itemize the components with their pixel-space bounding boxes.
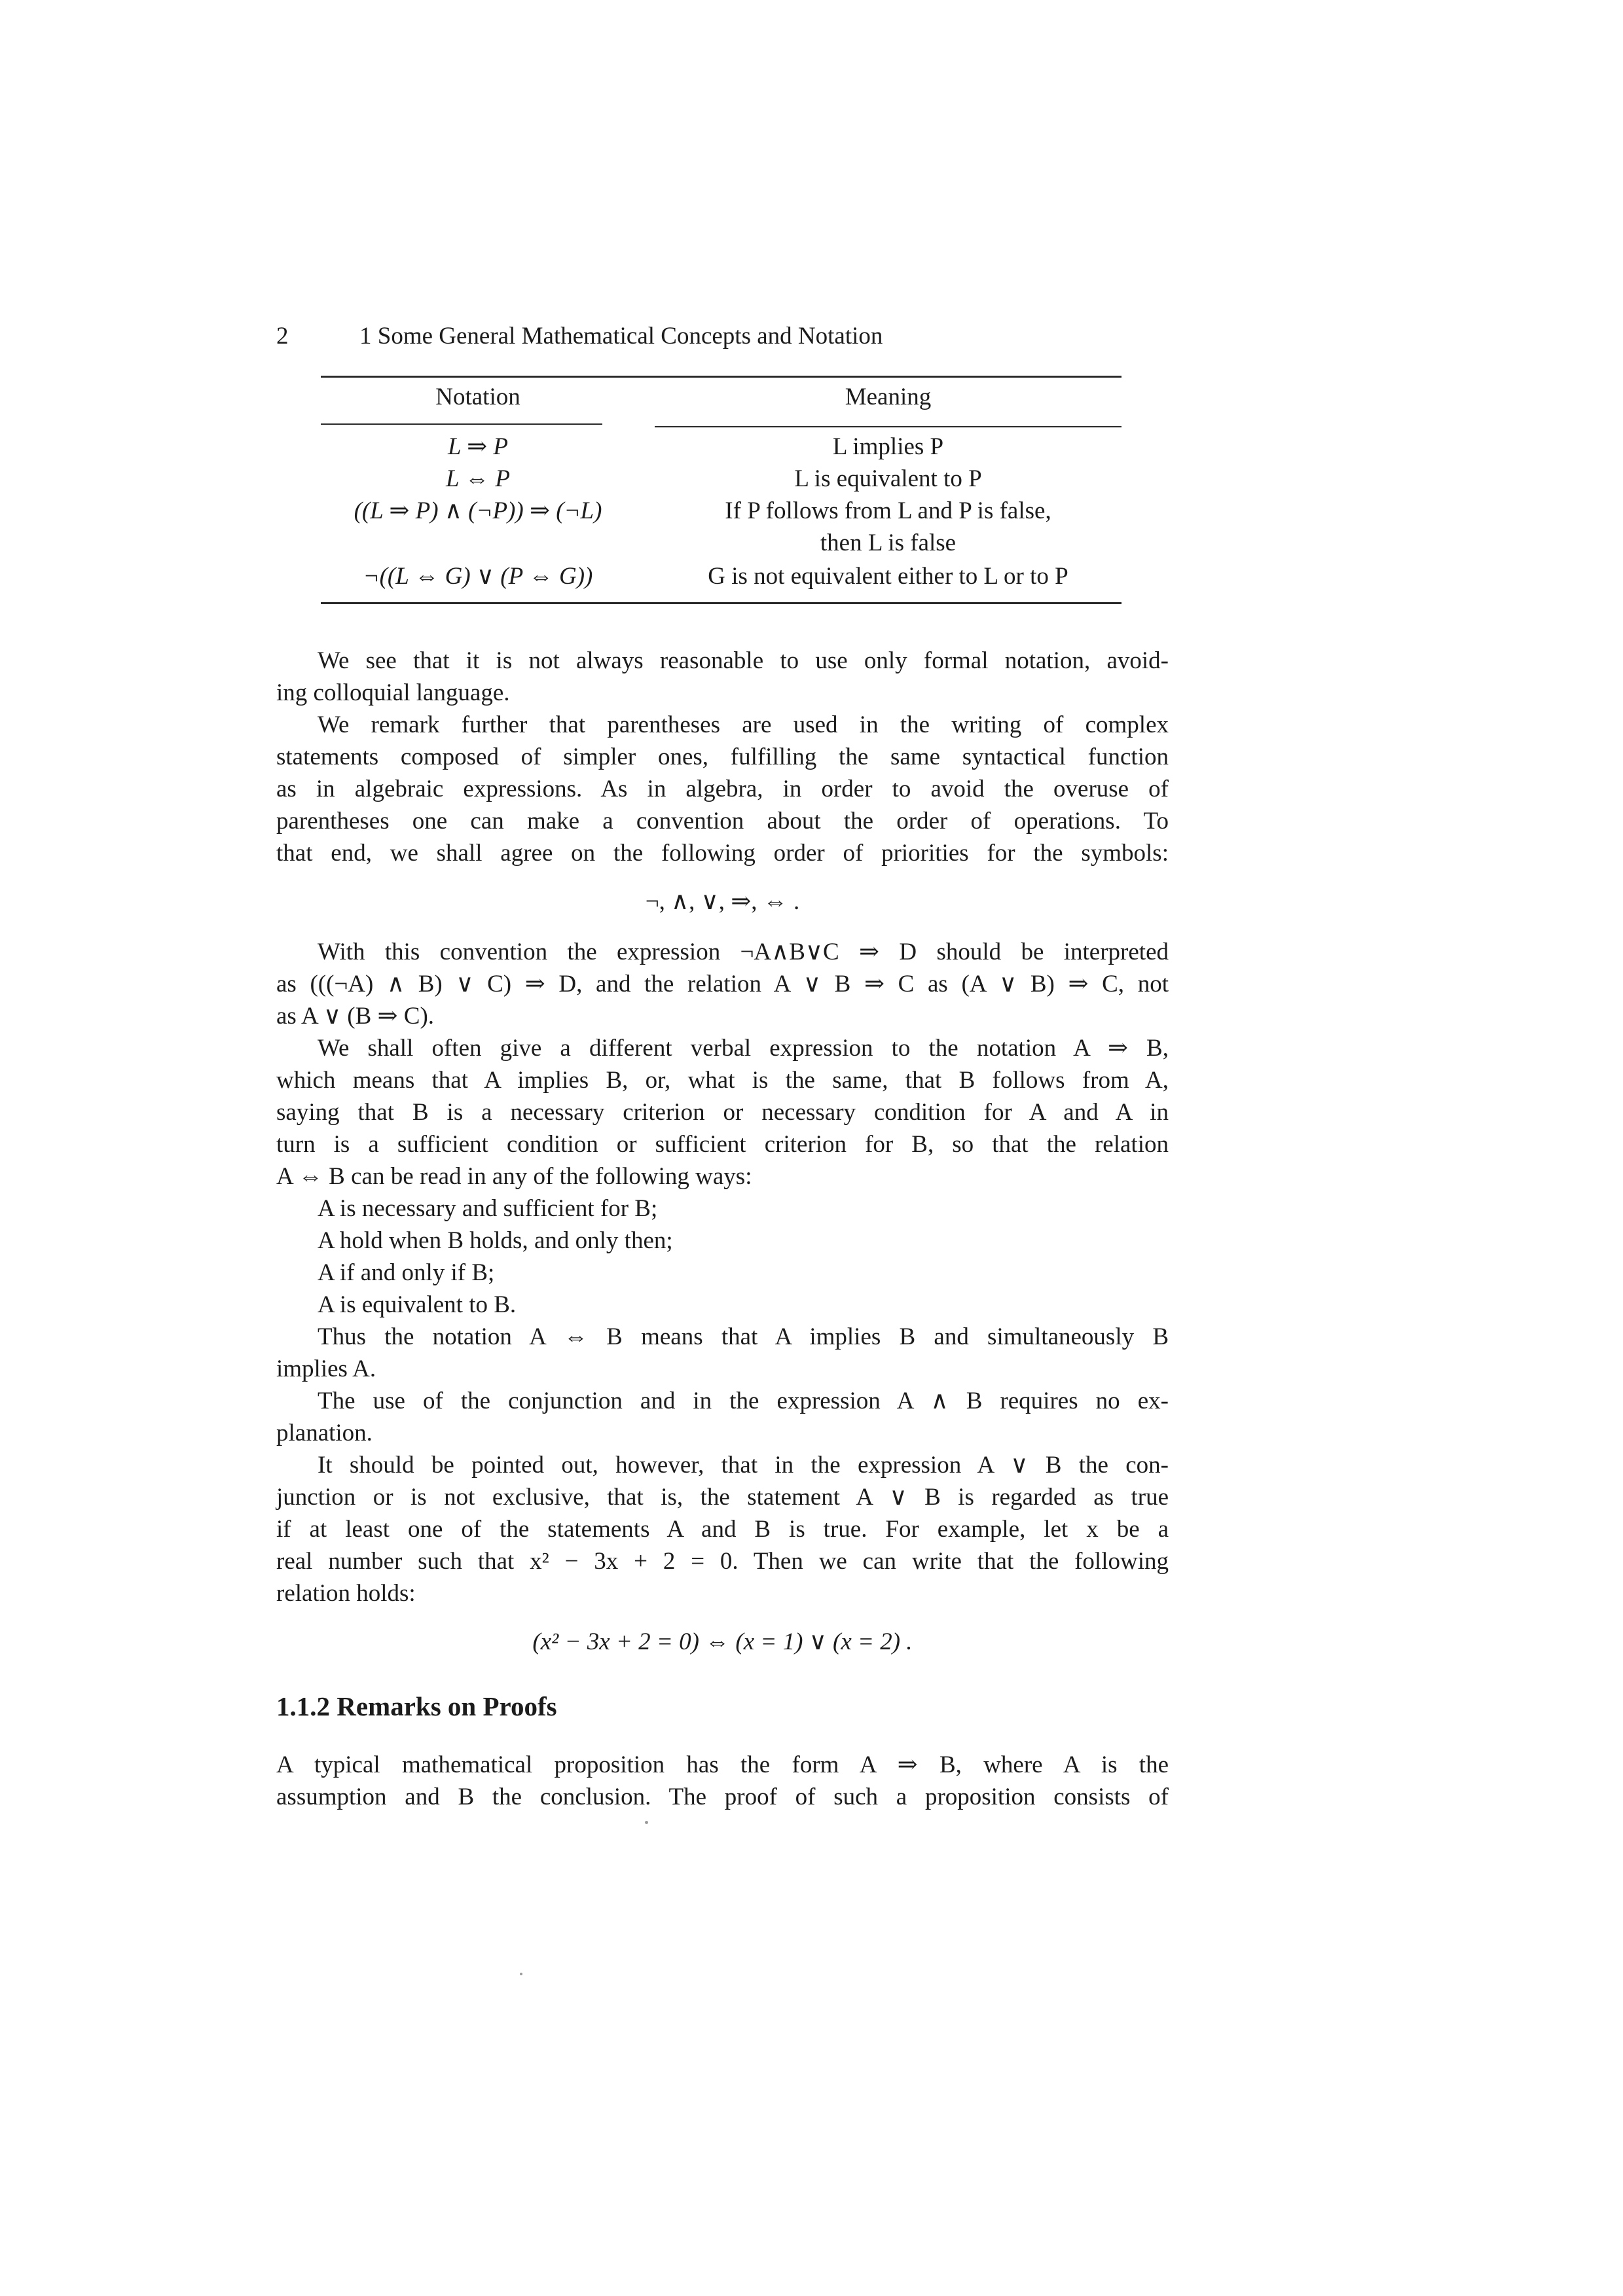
table-bottom-rule	[321, 602, 1122, 604]
text-line: With this convention the expression ¬A∧B∨C ⇒ D should be interpreted	[318, 939, 1169, 965]
text-line: assumption and B the conclusion. The proof of such a proposition consists of	[276, 1784, 1169, 1810]
scan-speck	[520, 1973, 522, 1975]
priority-symbols: ¬, ∧, ∨, ⇒, ⇔ .	[645, 888, 800, 915]
text-line: relation holds:	[276, 1580, 416, 1607]
text-line: Thus the notation A ⇔ B means that A implies B and simultaneously B	[318, 1323, 1169, 1350]
text-line: planation.	[276, 1420, 373, 1446]
text-line: if at least one of the statements A and B is true. For example, let x be a	[276, 1516, 1169, 1543]
table-mid-rule-right	[655, 426, 1122, 427]
text-line: saying that B is a necessary criterion or necessary condition for A and A in	[276, 1099, 1169, 1126]
text-line: statements composed of simpler ones, fulfilling the same syntactical function	[276, 744, 1169, 770]
page-number: 2	[276, 323, 289, 350]
table-row-notation: L ⇔ P	[445, 465, 510, 492]
scan-speck	[645, 1821, 648, 1824]
section-heading: 1.1.2 Remarks on Proofs	[276, 1691, 557, 1721]
text-line: ing colloquial language.	[276, 679, 510, 706]
table-row-notation: L ⇒ P	[447, 433, 508, 460]
text-line: It should be pointed out, however, that in the expression A ∨ B the con-	[318, 1452, 1169, 1479]
text-line: implies A.	[276, 1355, 376, 1382]
text-line: We shall often give a different verbal expression to the notation A ⇒ B,	[318, 1035, 1169, 1062]
table-row-meaning: L implies P	[832, 433, 944, 460]
table-mid-rule-left	[321, 423, 602, 425]
table-row-notation: ¬((L ⇔ G) ∨ (P ⇔ G))	[363, 563, 593, 590]
table-row-meaning-cont: then L is false	[820, 529, 957, 556]
table-row-notation: ((L ⇒ P) ∧ (¬P)) ⇒ (¬L)	[354, 497, 602, 524]
table-header-notation: Notation	[435, 384, 520, 410]
reading-item: A hold when B holds, and only then;	[318, 1227, 673, 1254]
text-line: which means that A implies B, or, what is the same, that B follows from A,	[276, 1067, 1169, 1094]
text-line: A typical mathematical proposition has the form A ⇒ B, where A is the	[276, 1751, 1169, 1778]
table-row-meaning: If P follows from L and P is false,	[725, 497, 1051, 524]
table-row-meaning: G is not equivalent either to L or to P	[708, 563, 1068, 590]
table-header-meaning: Meaning	[845, 384, 932, 410]
reading-item: A if and only if B;	[318, 1259, 495, 1286]
text-line: We remark further that parentheses are used in the writing of complex	[318, 711, 1169, 738]
text-line: parentheses one can make a convention about the order of operations. To	[276, 808, 1169, 834]
text-line: junction or is not exclusive, that is, the statement A ∨ B is regarded as true	[276, 1484, 1169, 1511]
text-line: turn is a sufficient condition or sufficient criterion for B, so that the relation	[276, 1131, 1169, 1158]
text-line: as A ∨ (B ⇒ C).	[276, 1003, 435, 1030]
reading-item: A is necessary and sufficient for B;	[318, 1195, 658, 1222]
text-line: We see that it is not always reasonable to use only formal notation, avoid-	[318, 647, 1169, 674]
running-title: 1 Some General Mathematical Concepts and Notation	[359, 323, 883, 350]
text-line: that end, we shall agree on the following order of priorities for the symbols:	[276, 840, 1169, 867]
text-line: as (((¬A) ∧ B) ∨ C) ⇒ D, and the relation A ∨ B ⇒ C as (A ∨ B) ⇒ C, not	[276, 971, 1169, 997]
table-top-rule	[321, 376, 1122, 378]
text-line: A ⇔ B can be read in any of the following ways:	[276, 1163, 752, 1190]
display-equation: (x² − 3x + 2 = 0) ⇔ (x = 1) ∨ (x = 2) .	[532, 1628, 913, 1655]
text-line: as in algebraic expressions. As in algebra, in order to avoid the overuse of	[276, 776, 1169, 802]
text-line: real number such that x² − 3x + 2 = 0. Then we can write that the following	[276, 1548, 1169, 1575]
reading-item: A is equivalent to B.	[318, 1291, 517, 1318]
table-row-meaning: L is equivalent to P	[794, 465, 982, 492]
text-line: The use of the conjunction and in the expression A ∧ B requires no ex-	[318, 1388, 1169, 1414]
